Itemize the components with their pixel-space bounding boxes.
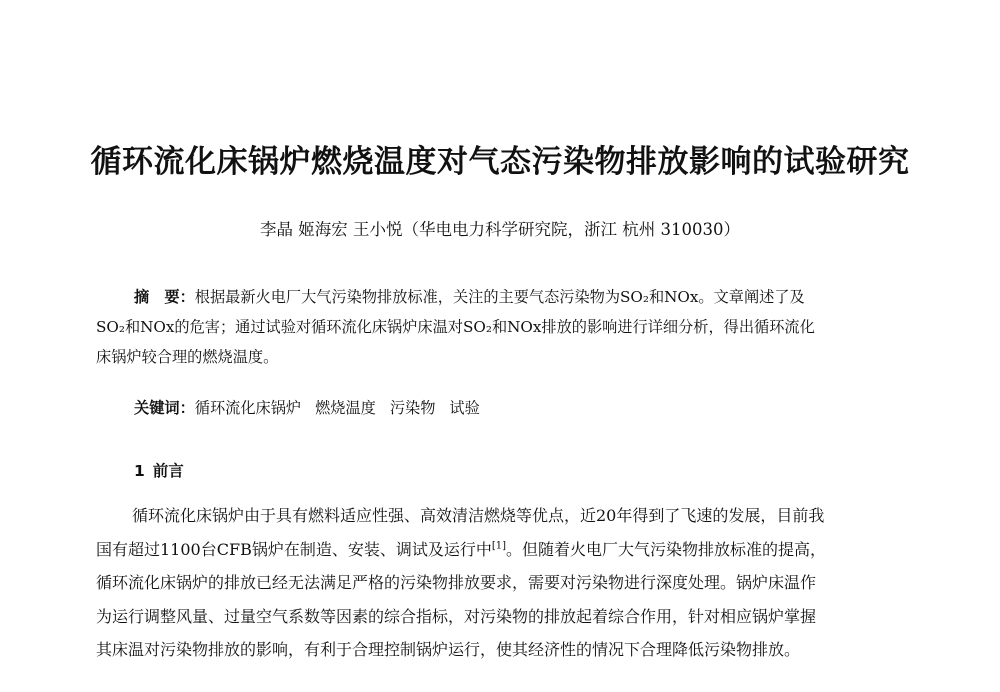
- author-line: 李晶 姬海宏 王小悦（华电电力科学研究院，浙江 杭州 310030）: [260, 220, 740, 239]
- section-number: 1: [134, 462, 145, 480]
- body-text-segment: 。但随着火电厂大气污染物排放标准的提高，: [506, 539, 827, 559]
- section-title: 前言: [152, 462, 184, 480]
- abstract-line-1: [96, 282, 906, 312]
- abstract-label: 摘 要：: [134, 288, 195, 306]
- body-line-5: 其床温对污染物排放的影响，有利于合理控制锅炉运行，使其经济性的情况下合理降低污染物排放。: [96, 640, 801, 659]
- abstract-text: 根据最新火电厂大气污染物排放标准，关注的主要气态污染物为SO₂和NOx。文章阐述了及: [194, 288, 805, 306]
- body-text-segment: 国有超过1100台CFB锅炉在制造、安装、调试及运行中: [96, 539, 492, 559]
- keyword: 试验: [449, 399, 480, 417]
- keyword: 循环流化床锅炉: [194, 399, 302, 417]
- keywords: [134, 397, 494, 418]
- abstract-line-3: 床锅炉较合理的燃烧温度。: [96, 348, 279, 366]
- body-line-4: 为运行调整风量、过量空气系数等因素的综合指标，对污染物的排放起着综合作用，针对相应锅炉掌握: [96, 606, 817, 626]
- paper-title: 循环流化床锅炉燃烧温度对气态污染物排放影响的试验研究: [90, 144, 910, 180]
- section-body: [96, 499, 906, 667]
- section-heading: [134, 459, 184, 481]
- body-line-2: [96, 533, 906, 567]
- body-line-3: 循环流化床锅炉的排放已经无法满足严格的污染物排放要求，需要对污染物进行深度处理。锅炉床温作: [96, 573, 817, 592]
- abstract: [96, 282, 906, 372]
- keywords-label: 关键词：: [134, 399, 195, 417]
- abstract-line-2: SO₂和NOx的危害；通过试验对循环流化床锅炉床温对SO₂和NOx排放的影响进行详细分析，得出循环流化: [96, 318, 815, 336]
- keyword: 污染物: [389, 399, 436, 417]
- body-line-1: 循环流化床锅炉由于具有燃料适应性强、高效清洁燃烧等优点，近20年得到了飞速的发展，目前我: [132, 506, 825, 525]
- keyword: 燃烧温度: [315, 399, 376, 417]
- citation-ref: [1]: [491, 540, 506, 552]
